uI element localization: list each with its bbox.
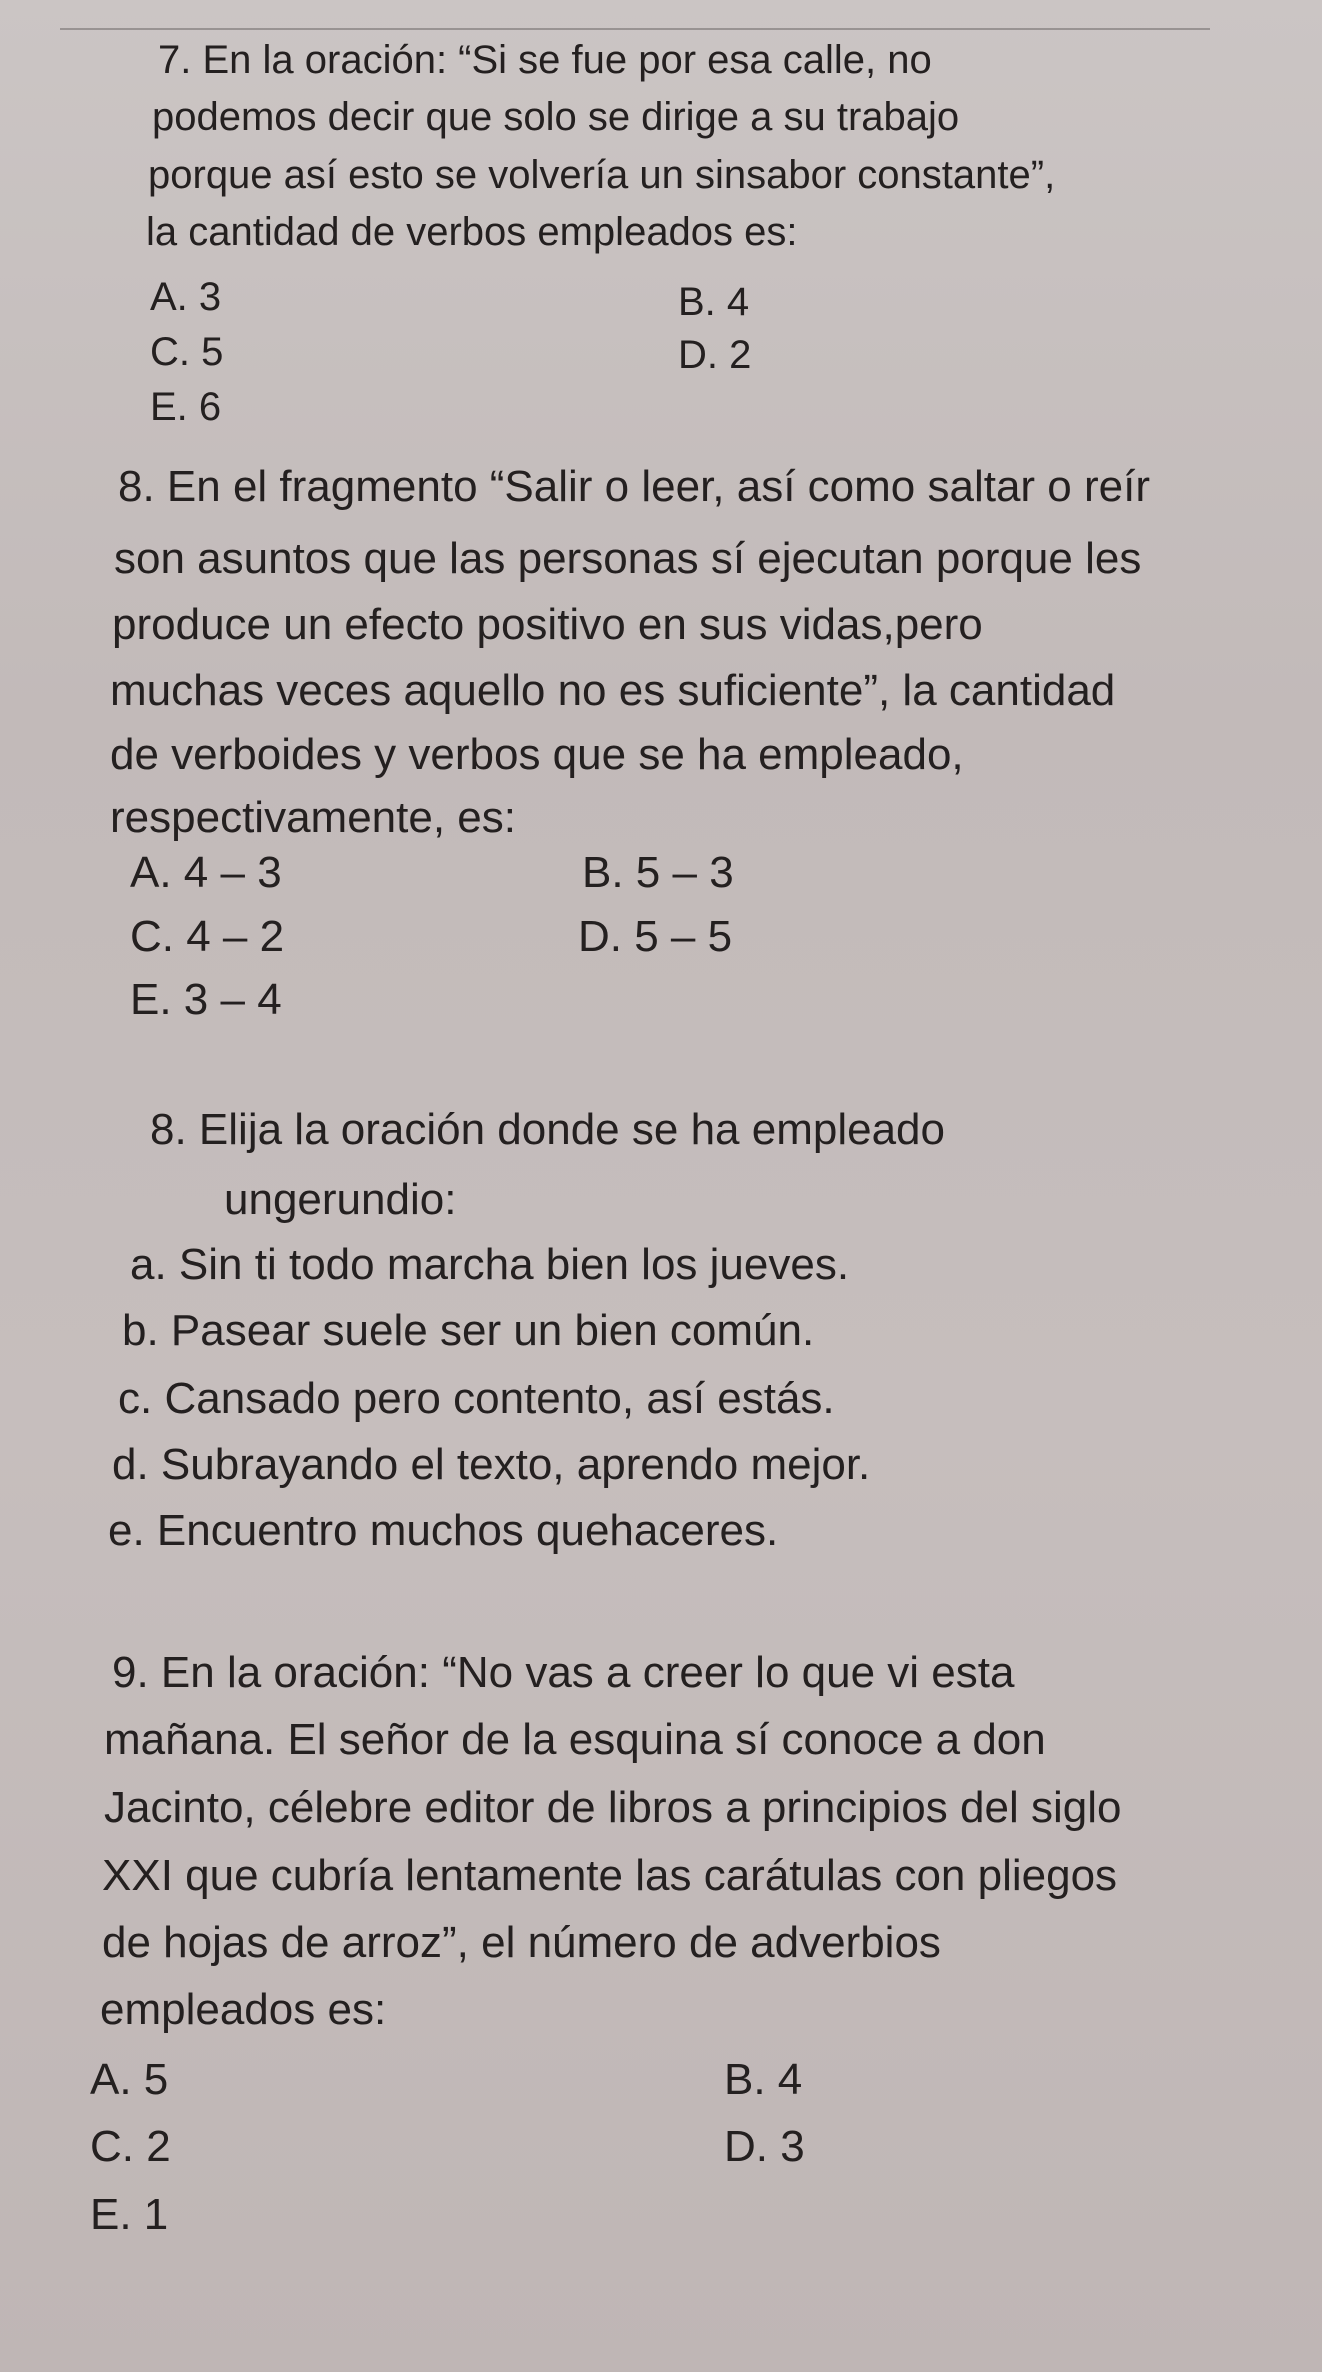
question-8b-option-b: b. Pasear suele ser un bien común. xyxy=(122,1306,815,1355)
question-8a-option-e: E. 3 – 4 xyxy=(130,975,282,1024)
question-7-line-3: porque así esto se volvería un sinsabor constante”, xyxy=(148,153,1056,197)
question-9-option-b: B. 4 xyxy=(724,2055,803,2104)
question-7-option-c: C. 5 xyxy=(150,330,224,374)
question-9-line-3: Jacinto, célebre editor de libros a principios del siglo xyxy=(104,1783,1122,1832)
question-8a-line-1: 8. En el fragmento “Salir o leer, así como saltar o reír xyxy=(118,462,1151,511)
question-8a-line-4: muchas veces aquello no es suficiente”, la cantidad xyxy=(110,666,1116,715)
question-8a-line-6: respectivamente, es: xyxy=(110,793,516,842)
question-9-line-4: XXI que cubría lentamente las carátulas con pliegos xyxy=(102,1851,1118,1900)
question-8b-option-c: c. Cansado pero contento, así estás. xyxy=(118,1374,835,1423)
question-8a-option-d: D. 5 – 5 xyxy=(578,912,733,961)
question-9-line-5: de hojas de arroz”, el número de adverbios xyxy=(102,1918,941,1967)
question-9-option-d: D. 3 xyxy=(724,2122,805,2171)
question-8a-line-3: produce un efecto positivo en sus vidas,pero xyxy=(112,600,983,649)
question-7-option-b: B. 4 xyxy=(678,280,750,324)
question-8b-line-1: 8. Elija la oración donde se ha empleado xyxy=(150,1105,945,1154)
question-8a-line-2: son asuntos que las personas sí ejecutan porque les xyxy=(114,534,1142,583)
question-7-line-1: 7. En la oración: “Si se fue por esa calle, no xyxy=(158,38,932,82)
question-9-option-a: A. 5 xyxy=(90,2055,169,2104)
question-9-line-1: 9. En la oración: “No vas a creer lo que vi esta xyxy=(112,1648,1015,1697)
question-9-option-c: C. 2 xyxy=(90,2122,171,2171)
question-7-line-2: podemos decir que solo se dirige a su trabajo xyxy=(152,95,960,139)
question-7-option-e: E. 6 xyxy=(150,385,222,429)
question-7-option-a: A. 3 xyxy=(150,275,222,319)
top-divider-line xyxy=(60,28,1210,30)
question-8b-option-e: e. Encuentro muchos quehaceres. xyxy=(108,1506,779,1555)
question-9-option-e: E. 1 xyxy=(90,2190,169,2239)
question-8b-option-d: d. Subrayando el texto, aprendo mejor. xyxy=(112,1440,871,1489)
question-8b-option-a: a. Sin ti todo marcha bien los jueves. xyxy=(130,1240,850,1289)
question-8b-line-2: ungerundio: xyxy=(224,1175,457,1224)
question-7-line-4: la cantidad de verbos empleados es: xyxy=(146,210,798,254)
question-8a-option-b: B. 5 – 3 xyxy=(582,848,734,897)
question-9-line-2: mañana. El señor de la esquina sí conoce a don xyxy=(104,1715,1046,1764)
question-8a-option-c: C. 4 – 2 xyxy=(130,912,285,961)
question-7-option-d: D. 2 xyxy=(678,333,752,377)
question-9-line-6: empleados es: xyxy=(100,1985,387,2034)
question-8a-line-5: de verboides y verbos que se ha empleado, xyxy=(110,730,964,779)
question-8a-option-a: A. 4 – 3 xyxy=(130,848,282,897)
